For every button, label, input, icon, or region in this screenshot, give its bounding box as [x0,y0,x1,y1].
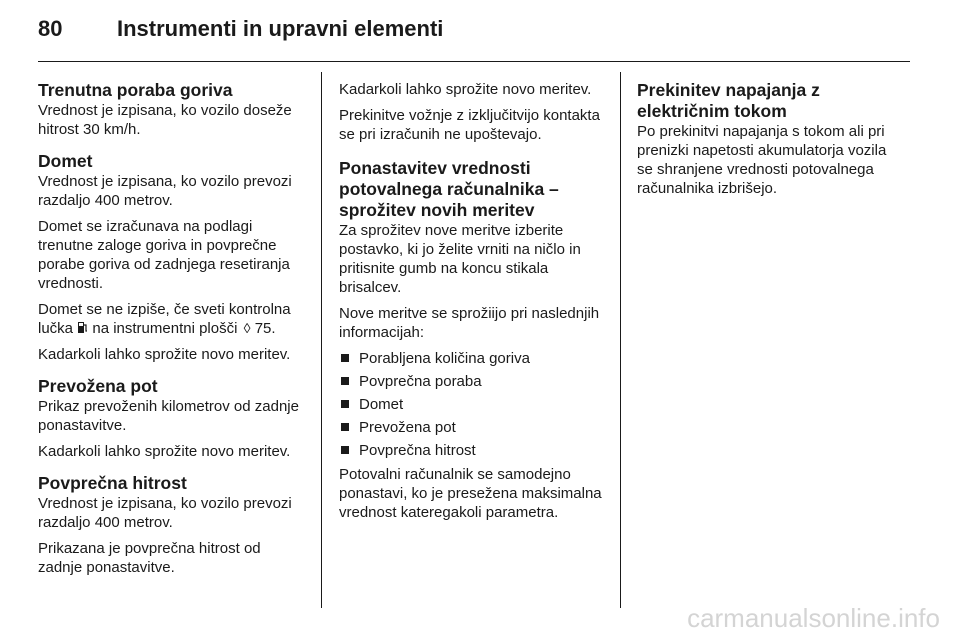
section-distance [38,376,306,461]
paragraph: Vrednost je izpisana, ko vozilo doseže hitrost 30 km/h. [38,102,292,138]
paragraph: Potovalni računalnik se samodejno ponastavi, ko je presežena maksimalna vrednost kateregakoli parametra. [339,466,602,521]
paragraph: Kadarkoli lahko sprožite novo meritev. [38,443,291,460]
paragraph: Po prekinitvi napajanja s tokom ali pri prenizki napetosti akumulatorja vozila se shranjene vrednosti potovalnega računalnika izbrišejo. [637,123,887,197]
page-header [38,16,910,52]
paragraph: Vrednost je izpisana, ko vozilo prevozi razdaljo 400 metrov. [38,495,292,531]
list-item: Povprečna poraba [339,372,604,391]
column-middle [339,72,604,534]
column-divider-1 [321,72,322,608]
section-heading: Povprečna hitrost [38,473,187,493]
bullet-list [339,349,604,460]
section-average-speed [38,473,306,577]
paragraph: Prikazana je povprečna hitrost od zadnje ponastavitve. [38,540,261,576]
paragraph [38,300,306,338]
page-title: Instrumenti in upravni elementi [117,16,444,41]
list-item: Porabljena količina goriva [339,349,604,368]
section-heading: Prekinitev napajanja z električnim tokom [637,80,820,121]
page-reference[interactable]: 75. [254,320,276,337]
column-right [637,72,905,210]
page-reference-arrow-icon: ◊ [243,320,251,336]
section-current-consumption [38,80,306,139]
watermark: carmanualsonline.info [687,603,940,633]
paragraph: Kadarkoli lahko sprožite novo meritev. [339,81,592,98]
paragraph: Prekinitve vožnje z izključitvijo kontakta se pri izračunih ne upoštevajo. [339,107,600,143]
header-divider [38,61,910,62]
section-heading: Prevožena pot [38,376,158,396]
text-run: Domet se ne izpiše, če sveti kontrolna lučka [38,301,291,337]
list-item: Prevožena pot [339,418,604,437]
fuel-pump-icon [77,320,88,333]
section-reset [339,158,604,522]
page-number: 80 [38,16,63,41]
list-item: Domet [339,395,604,414]
section-heading: Ponastavitev vrednosti potovalnega računalnika – sprožitev novih meritev [339,158,559,220]
paragraph: Nove meritve se sprožiijo pri naslednjih informacijah: [339,305,600,341]
section-range [38,151,306,364]
paragraph: Vrednost je izpisana, ko vozilo prevozi razdaljo 400 metrov. [38,173,292,209]
section-heading: Domet [38,151,93,171]
paragraph: Kadarkoli lahko sprožite novo meritev. [38,346,291,363]
paragraph: Za sprožitev nove meritve izberite postavko, ki jo želite vrniti na ničlo in pritisnite gumb na koncu stikala brisalcev. [339,222,581,296]
text-run: na instrumentni plošči [88,320,242,337]
paragraph: Domet se izračunava na podlagi trenutne zaloge goriva in povprečne porabe goriva od zadnjega resetiranja vrednosti. [38,218,290,292]
column-divider-2 [620,72,621,608]
section-power-interruption [637,80,905,198]
section-heading: Trenutna poraba goriva [38,80,233,100]
paragraph: Prikaz prevoženih kilometrov od zadnje ponastavitve. [38,398,299,434]
column-left [38,72,306,589]
list-item: Povprečna hitrost [339,441,604,460]
